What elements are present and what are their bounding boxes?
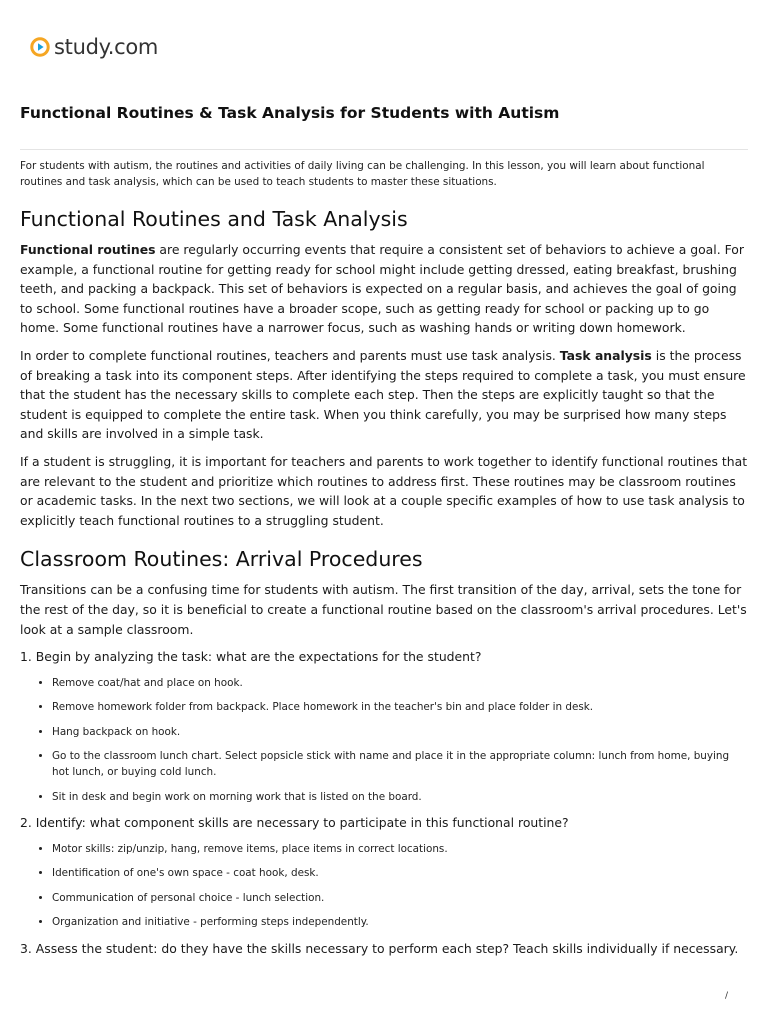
list-item: • Go to the classroom lunch chart. Select popsicle stick with name and place it in the appropriate column: lunch from home, buying hot lunch, or buying cold lunch. [52,748,748,780]
list-item: • Organization and initiative - performing steps independently. [52,914,748,930]
step-1: 1. Begin by analyzing the task: what are the expectations for the student? [20,649,482,665]
logo-wordmark: study.com [54,35,159,59]
paragraph-text: In order to complete functional routines, teachers and parents must use task analysis. [20,347,560,363]
section-heading-functional-routines: Functional Routines and Task Analysis [20,207,408,231]
list-item: • Hang backpack on hook. [52,724,748,740]
section-heading-arrival-procedures: Classroom Routines: Arrival Procedures [20,547,423,572]
list-item: • Motor skills: zip/unzip, hang, remove items, place items in correct locations. [52,841,748,857]
study-com-logo[interactable] [30,34,158,60]
paragraph-task-analysis [20,346,748,444]
lesson-intro: For students with autism, the routines and activities of daily living can be challenging. In this lesson, you will learn about functional routines and task analysis, which can be used to teach students to master these situations. [20,160,705,188]
step-1-list [20,675,748,805]
term-functional-routines: Functional routines [20,242,156,257]
list-item: • Remove homework folder from backpack. Place homework in the teacher's bin and place folder in desk. [52,699,748,715]
term-task-analysis: Task analysis [559,347,652,363]
page-number: / [725,991,729,1001]
paragraph-struggling-student: If a student is struggling, it is important for teachers and parents to work together to identify functional routines that are relevant to the student and prioritize which routines to address first. These routines may be classroom routines or academic tasks. In the next two sections, we will look at a couple specific examples of how to use task analysis to explicitly teach functional routines to a struggling student. [20,453,748,528]
list-item: • Remove coat/hat and place on hook. [52,675,748,691]
paragraph-text: is the process of breaking a task into its component steps. After identifying the steps required to complete a task, you must ensure that the student has the necessary skills to complete each step. Then the steps are explicitly taught so that the student is equipped to complete the entire task. When you think carefully, you may be surprised how many steps and skills are involved in a simple task. [20,347,746,442]
list-item: • Communication of personal choice - lunch selection. [52,890,748,906]
play-icon [30,37,50,57]
paragraph-functional-routines [20,240,748,338]
document-title: Functional Routines & Task Analysis for Students with Autism [20,104,560,122]
divider [20,149,748,150]
step-3: 3. Assess the student: do they have the skills necessary to perform each step? Teach skills individually if necessary. [20,940,739,956]
paragraph-text: are regularly occurring events that require a consistent set of behaviors to achieve a goal. For example, a functional routine for getting ready for school might include getting dressed, eating breakfast, brushing teeth, and packing a backpack. This set of behaviors is expected on a regular basis, and achieves the goal of going to school. Some functional routines have a broader scope, such as getting ready for school or packing up to go home. Some functional routines have a narrower focus, such as washing hands or writing down homework. [20,242,744,336]
step-2-list [20,841,748,931]
paragraph-transitions: Transitions can be a confusing time for students with autism. The first transition of the day, arrival, sets the tone for the rest of the day, so it is beneficial to create a functional routine based on the classroom's arrival procedures. Let's look at a sample classroom. [20,582,747,637]
list-item: • Sit in desk and begin work on morning work that is listed on the board. [52,789,748,805]
list-item: • Identification of one's own space - coat hook, desk. [52,865,748,881]
step-2: 2. Identify: what component skills are necessary to participate in this functional routine? [20,815,569,831]
lesson-body [20,204,748,966]
